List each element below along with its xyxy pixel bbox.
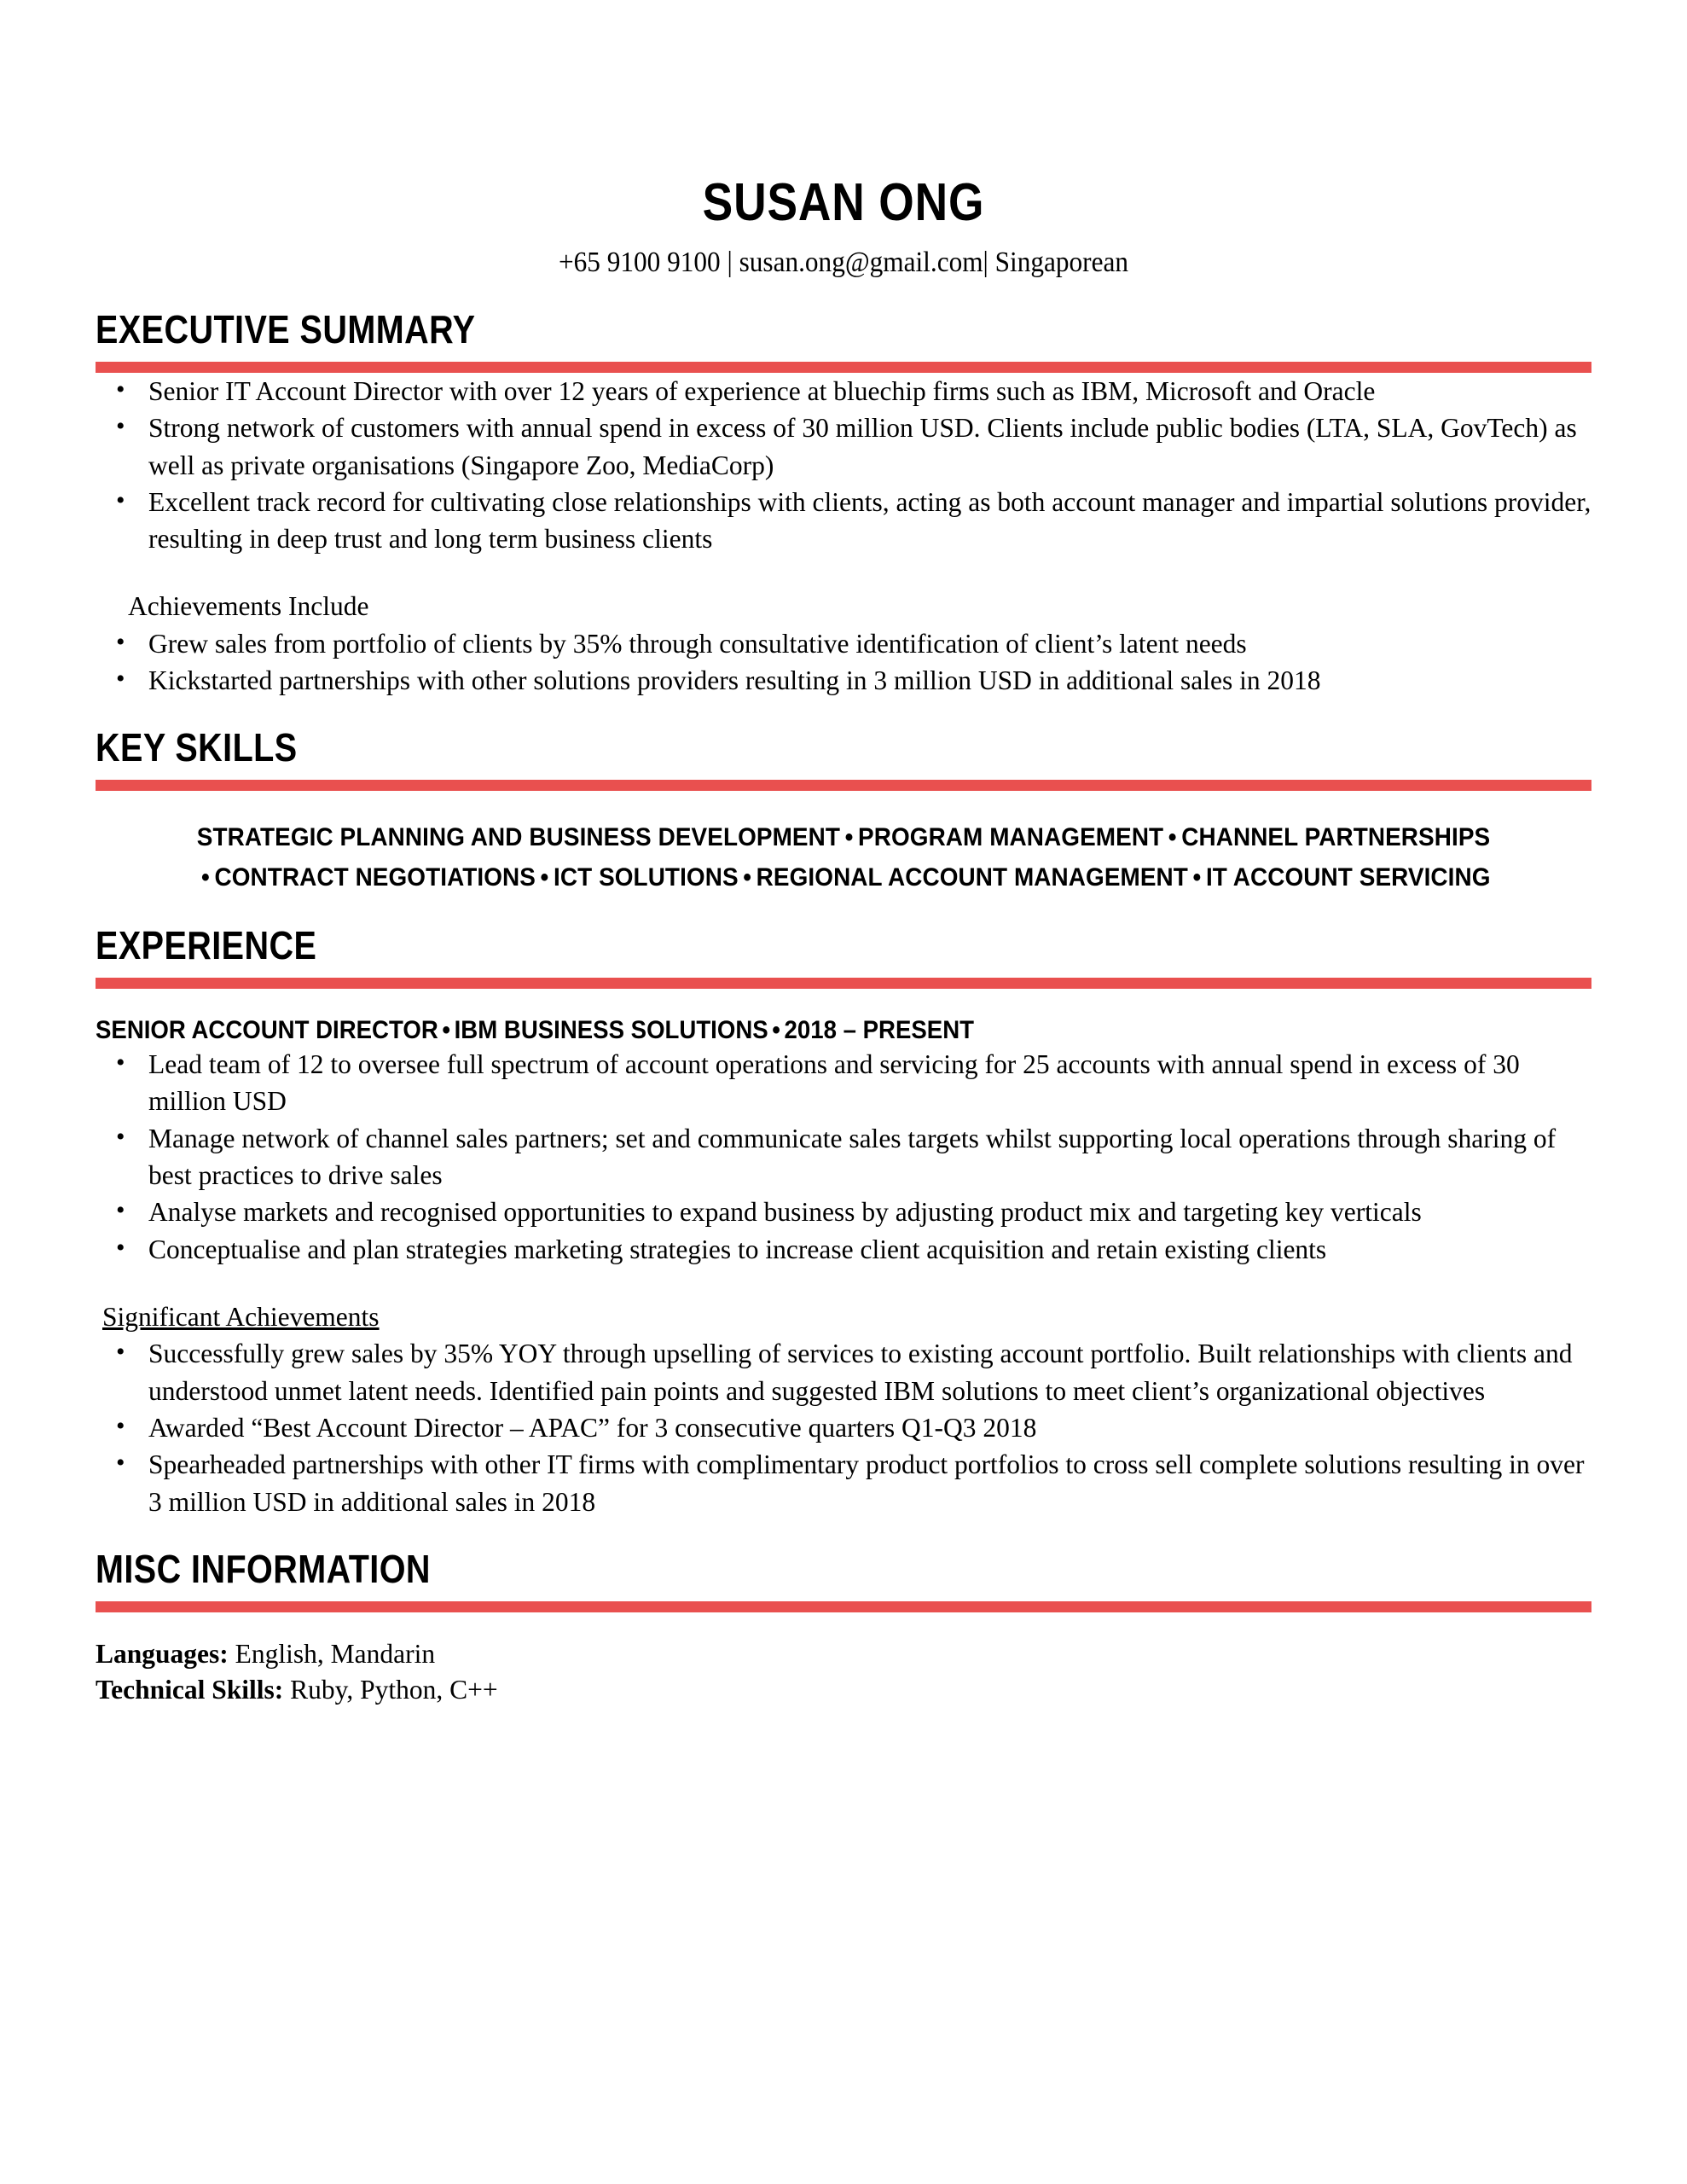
achievements-label: Achievements Include	[128, 591, 369, 622]
section-rule	[96, 1601, 1591, 1612]
skill-separator: •	[540, 863, 549, 892]
misc-rows	[96, 1636, 1591, 1708]
spacer	[96, 1268, 1591, 1298]
misc-row	[96, 1672, 1591, 1708]
section-rule	[96, 362, 1591, 373]
skill-separator: •	[1168, 823, 1177, 852]
job-separator: •	[772, 1015, 780, 1044]
skill-item: IT ACCOUNT SERVICING	[1205, 863, 1491, 892]
list-item: • Analyse markets and recognised opportunities to expand business by adjusting product mix and targeting key verticals	[96, 1194, 1591, 1230]
list-item: • Excellent track record for cultivating close relationships with clients, acting as both account manager and impartial solutions provider, resulting in deep trust and long term business clients	[96, 484, 1591, 558]
misc-value: English, Mandarin	[235, 1638, 436, 1669]
significant-achievements-label: Significant Achievements	[102, 1301, 380, 1332]
list-item: • Manage network of channel sales partners; set and communicate sales targets whilst supporting local operations through sharing of best practices to drive sales	[96, 1120, 1591, 1194]
list-item: • Awarded “Best Account Director – APAC” for 3 consecutive quarters Q1-Q3 2018	[96, 1409, 1591, 1446]
section-title-experience: EXPERIENCE	[96, 922, 317, 967]
spacer	[96, 557, 1591, 588]
section-key-skills	[96, 725, 1591, 896]
executive-summary-bullets	[96, 373, 1591, 558]
list-item: • Strong network of customers with annual spend in excess of 30 million USD. Clients include public bodies (LTA, SLA, GovTech) as well as private organisations (Singapore Zoo, MediaCorp)	[96, 410, 1591, 484]
section-misc-information	[96, 1546, 1591, 1708]
job-responsibility-bullets	[96, 1046, 1591, 1268]
resume-header	[96, 0, 1591, 281]
key-skills-line-1	[148, 820, 1539, 857]
list-item: • Spearheaded partnerships with other IT firms with complimentary product portfolios to cross sell complete solutions resulting in over 3 million USD in additional sales in 2018	[96, 1446, 1591, 1520]
job-title-line	[96, 1014, 1472, 1047]
list-item: • Successfully grew sales by 35% YOY through upselling of services to existing account portfolio. Built relationships with clients and understood unmet latent needs. Identified pain points and suggested IBM solutions to meet client’s organizational objectives	[96, 1335, 1591, 1409]
misc-value: Ruby, Python, C++	[290, 1674, 498, 1705]
misc-label: Technical Skills:	[96, 1674, 284, 1705]
list-item: • Kickstarted partnerships with other solutions providers resulting in 3 million USD in additional sales in 2018	[96, 662, 1591, 699]
job-company: IBM BUSINESS SOLUTIONS	[454, 1015, 768, 1044]
skill-item: PROGRAM MANAGEMENT	[858, 823, 1164, 852]
job-achievement-bullets	[96, 1335, 1591, 1520]
section-title-misc-information: MISC INFORMATION	[96, 1546, 431, 1591]
skill-item: ICT SOLUTIONS	[553, 863, 739, 892]
section-executive-summary	[96, 306, 1591, 700]
list-item: • Senior IT Account Director with over 12 years of experience at bluechip firms such as IBM, Microsoft and Oracle	[96, 373, 1591, 410]
skill-item: CHANNEL PARTNERSHIPS	[1181, 823, 1491, 852]
skill-item: STRATEGIC PLANNING AND BUSINESS DEVELOPMENT	[196, 823, 841, 852]
skill-separator: •	[1192, 863, 1202, 892]
list-item: • Lead team of 12 to oversee full spectrum of account operations and servicing for 25 accounts with annual spend in excess of 30 million USD	[96, 1046, 1591, 1120]
misc-label: Languages:	[96, 1638, 229, 1669]
list-item: • Grew sales from portfolio of clients by 35% through consultative identification of client’s latent needs	[96, 625, 1591, 662]
candidate-name: SUSAN ONG	[702, 173, 985, 232]
key-skills-line-2	[148, 860, 1539, 897]
section-title-key-skills: KEY SKILLS	[96, 725, 298, 770]
section-experience	[96, 922, 1591, 1520]
section-rule	[96, 978, 1591, 989]
section-rule	[96, 780, 1591, 791]
skill-separator: •	[743, 863, 752, 892]
skill-item: REGIONAL ACCOUNT MANAGEMENT	[756, 863, 1188, 892]
misc-row	[96, 1636, 1591, 1672]
executive-summary-achievement-bullets	[96, 625, 1591, 700]
contact-line: +65 9100 9100 | susan.ong@gmail.com| Singaporean	[558, 247, 1128, 279]
job-separator: •	[442, 1015, 451, 1044]
list-item: • Conceptualise and plan strategies marketing strategies to increase client acquisition and retain existing clients	[96, 1231, 1591, 1268]
skill-separator: •	[201, 863, 210, 892]
job-role: SENIOR ACCOUNT DIRECTOR	[96, 1015, 438, 1044]
section-title-executive-summary: EXECUTIVE SUMMARY	[96, 306, 476, 351]
skill-item: CONTRACT NEGOTIATIONS	[214, 863, 536, 892]
job-dates: 2018 – PRESENT	[784, 1015, 974, 1044]
skill-separator: •	[844, 823, 854, 852]
